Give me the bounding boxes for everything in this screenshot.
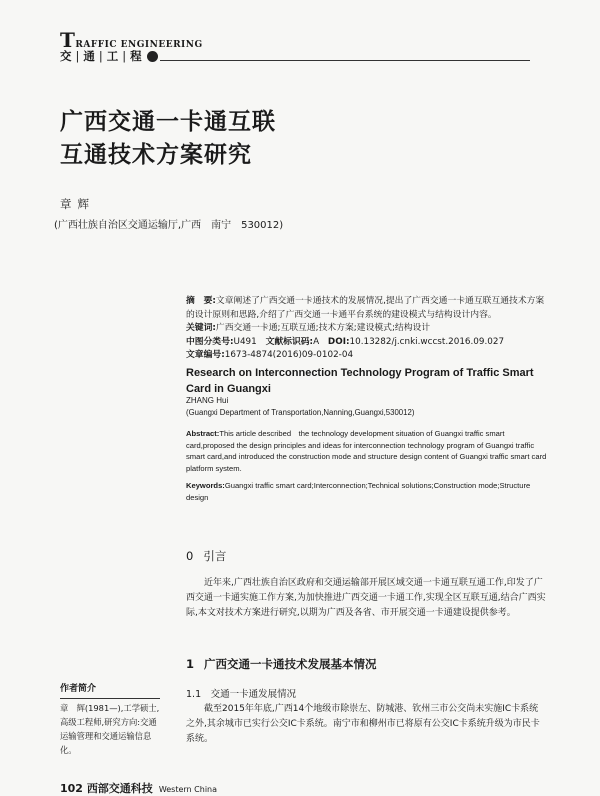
- paper-title-en: Research on Interconnection Technology Program of Traffic Smart Card in Guangxi: [186, 367, 534, 395]
- abstract-en: Abstract:This article described the technology development situation of Guangxi traffic smart card,proposed the design principles and ideas for interconnection technology program of Guangxi traffic smart card,and introduced the construction mode and structure design content of Guangxi traffic smart card platform system. Keywords:Guangxi traffic smart card;Interconnection;Technical solutions;Construction mode;Structure design: [186, 429, 547, 502]
- section-heading-intro: 0 引言: [186, 549, 227, 563]
- journal-name-cn: 交 | 通 | 工 | 程: [60, 48, 158, 64]
- journal-logo-icon: [147, 51, 158, 62]
- subsection-paragraph: 截至2015年年底,广西14个地级市除崇左、防城港、钦州三市公交尚未实施IC卡系统之外,其余城市已实行公交IC卡系统。南宁市和柳州市已将原有公交IC卡系统升级为市民卡系统。: [186, 704, 540, 744]
- author-name-en: ZHANG Hui: [186, 396, 229, 405]
- journal-name-en: TRAFFIC ENGINEERING: [60, 28, 203, 52]
- page-footer: 102 西部交通科技 Western China: [60, 782, 218, 795]
- abstract-cn: 摘 要:文章阐述了广西交通一卡通技术的发展情况,提出了广西交通一卡通互联互通技术方案的设计原则和思路,介绍了广西交通一卡通平台系统的建设模式与结构设计内容。 关键词:广西交通一卡通;互联互通;技术方案;建设模式;结构设计 中图分类号:U491 文献标识码:A DOI:10.13282/j.cnki.wccst.2016.09.027 文章编号:1673-4874(2016)09-0102-04: [186, 296, 545, 360]
- author-affiliation: (广西壮族自治区交通运输厅,广西 南宁 530012): [54, 220, 284, 231]
- author-affiliation-en: (Guangxi Department of Transportation,Nanning,Guangxi,530012): [186, 408, 415, 417]
- author-name: 章辉: [60, 197, 95, 211]
- paper-title: 广西交通一卡通互联 互通技术方案研究: [60, 109, 276, 168]
- author-bio: 作者简介 章 辉(1981—),工学硕士,高级工程师,研究方向:交通运输管理和交通运输信息化。: [60, 684, 160, 755]
- subsection-heading-1-1: 1.1 交通一卡通发展情况: [186, 689, 297, 700]
- section-heading-1: 1 广西交通一卡通技术发展基本情况: [186, 657, 377, 671]
- header-divider: [160, 60, 530, 61]
- intro-paragraph: 近年来,广西壮族自治区政府和交通运输部开展区域交通一卡通互联互通工作,印发了广西交通一卡通实施工作方案,为加快推进广西交通一卡通工作,实现全区互联互通,结合广西实际,本文对技术方案进行研究,以期为广西及各省、市开展交通一卡通建设提供参考。: [186, 578, 546, 618]
